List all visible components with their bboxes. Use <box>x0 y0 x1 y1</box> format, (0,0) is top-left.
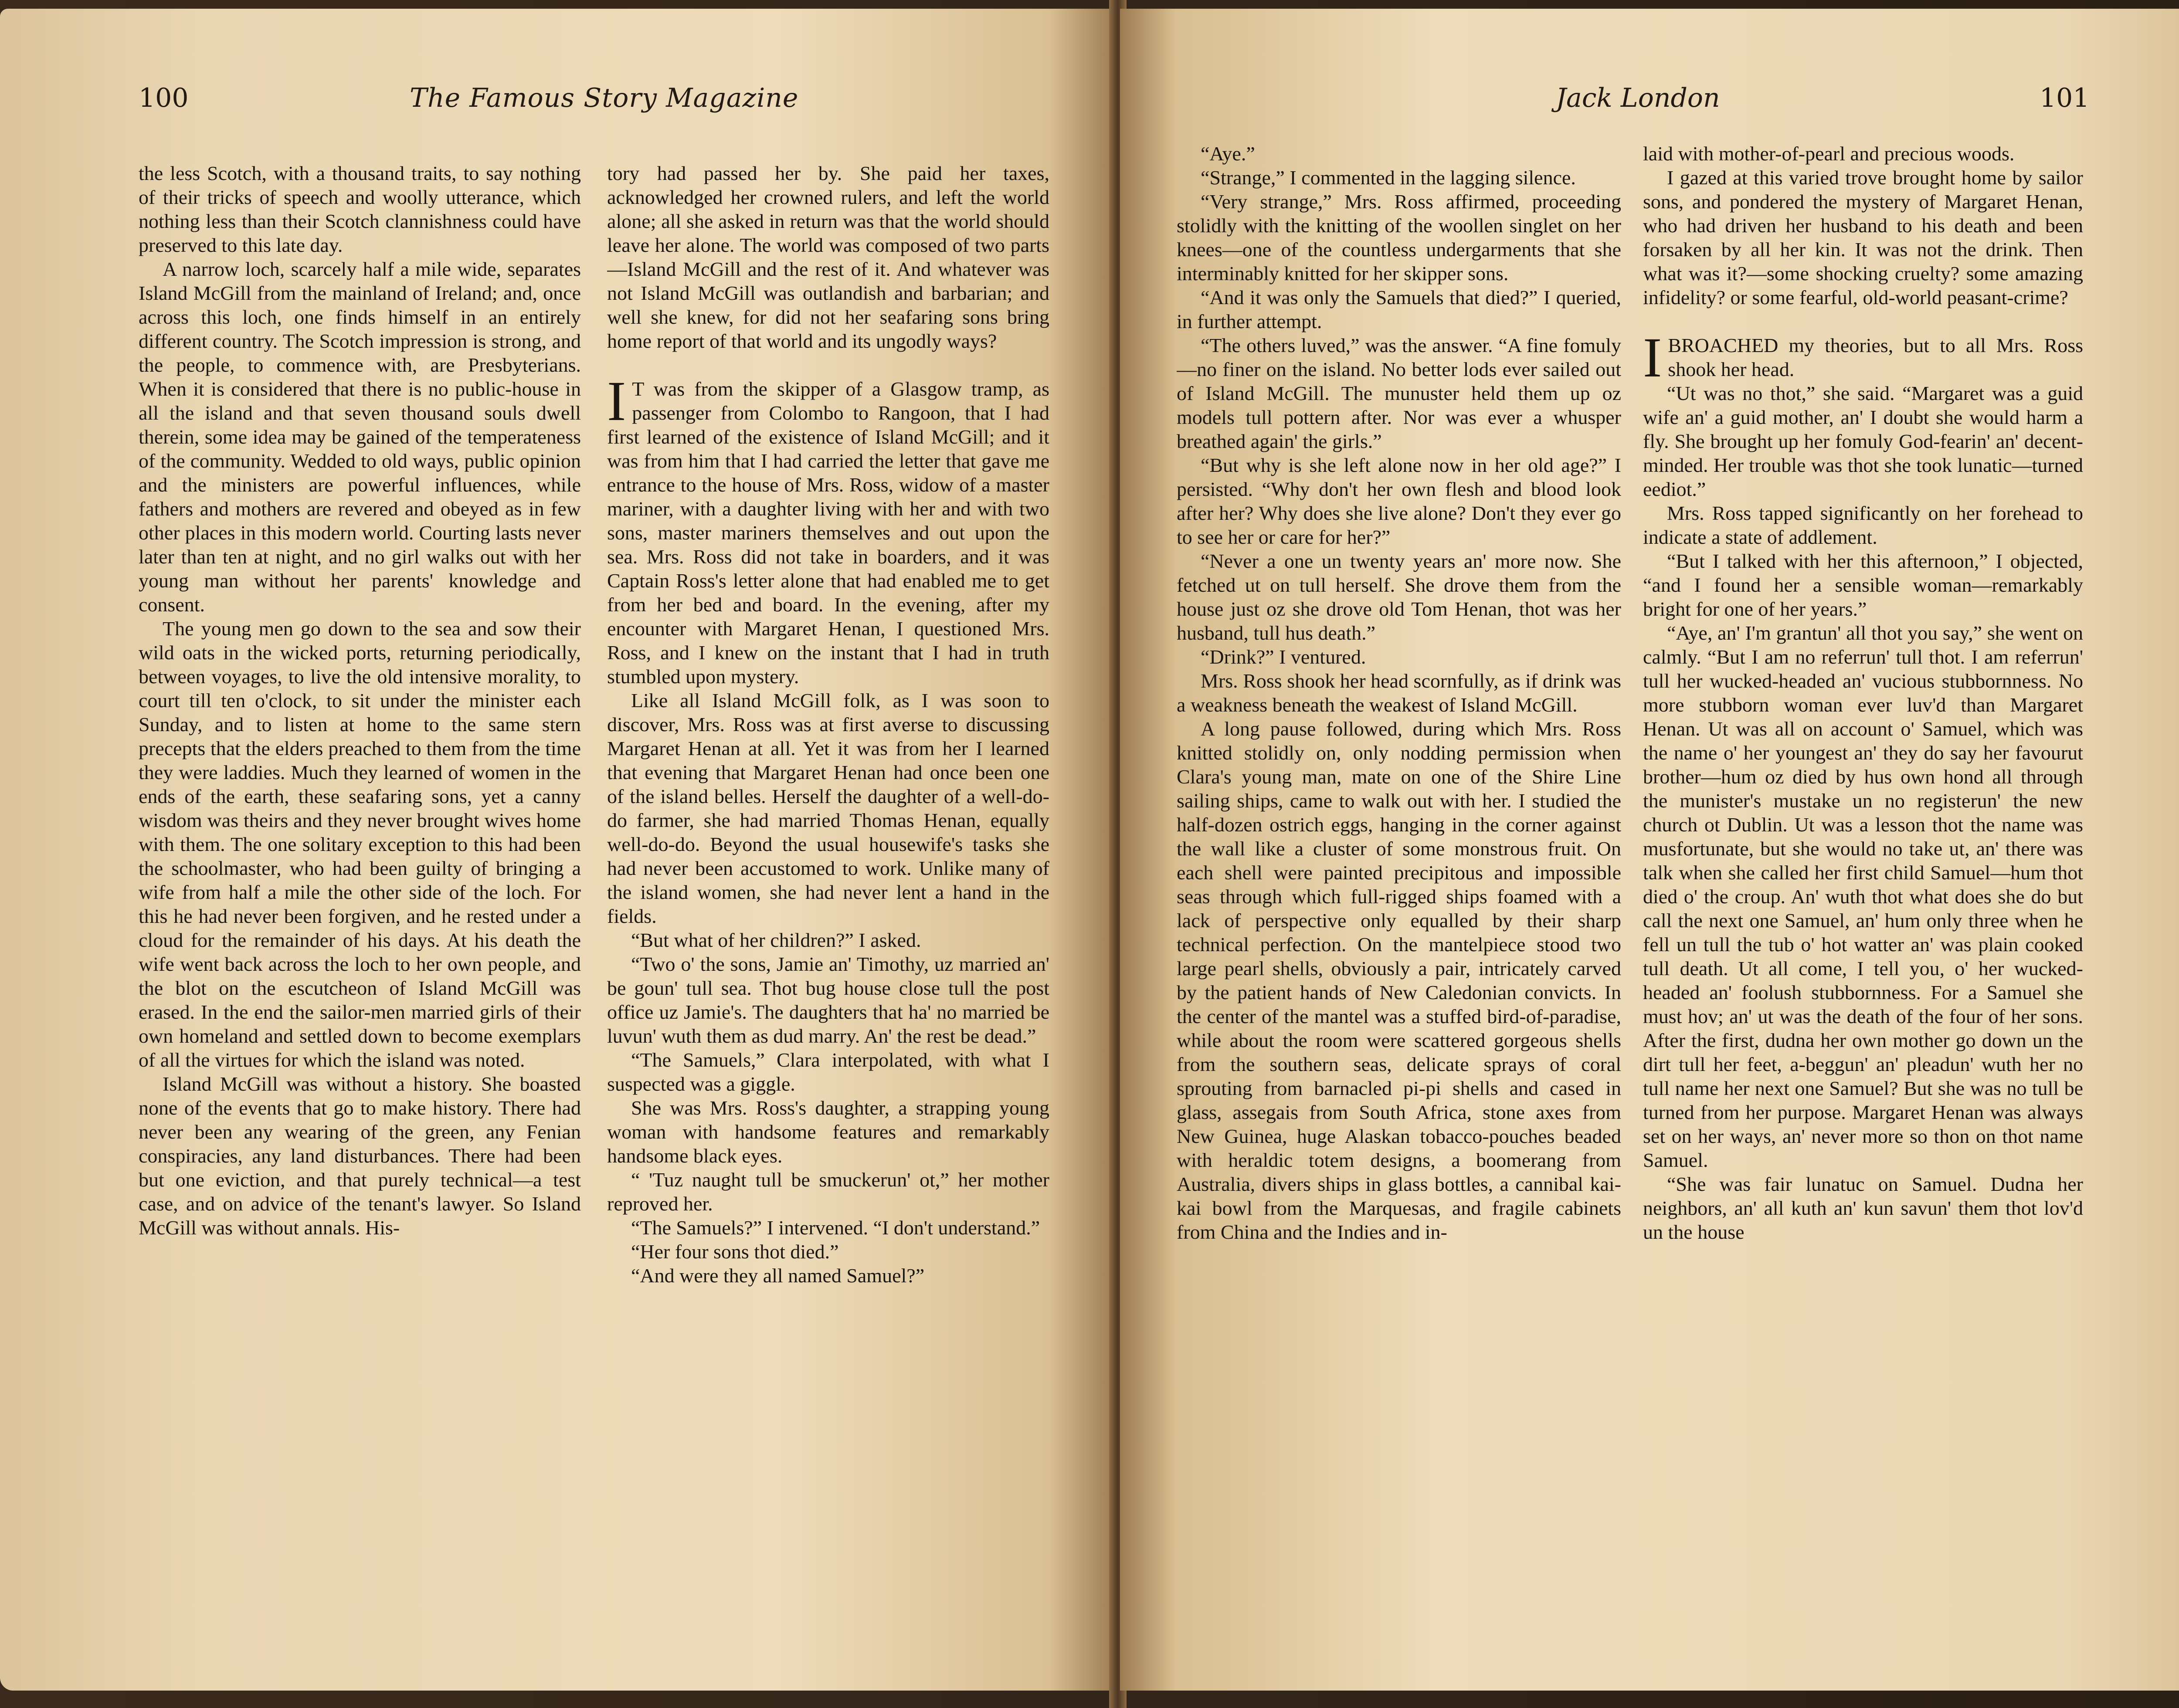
left-column-1 <box>139 161 581 1656</box>
paragraph: “The others luved,” was the answer. “A fine fomuly—no finer on the island. No better lods ever sailed out of Island McGill. The munuster held them up oz models tull pottern after. Nor was ever a whusper breathed again' the girls.” <box>1177 334 1621 452</box>
left-column-2 <box>607 161 1049 1656</box>
section-opening-paragraph <box>607 370 1049 688</box>
paragraph: “Her four sons thot died.” <box>631 1240 839 1263</box>
paragraph: A long pause followed, during which Mrs. Ross knitted stolidly on, only nodding permission when Clara's young man, mate on one of the Shire Line sailing ships, came to walk out with her. I studied the half-dozen ostrich eggs, hanging in the corner against the wall like a cluster of some monstrous fruit. On each shell were painted precipitous and impossible seas through which full-rigged ships foamed with a lack of perspective only equalled by their sharp technical perfection. On the mantelpiece stood two large pearl shells, obviously a pair, intricately carved by the patient hands of New Caledonian convicts. In the center of the mantel was a stuffed bird-of-paradise, while about the room were scattered gorgeous shells from the southern seas, delicate sprays of coral sprouting from barnacled pi-pi shells and cased in glass, assegais from South Africa, stone axes from New Guinea, huge Alaskan tobacco-pouches beaded with heraldic totem designs, a boomerang from Australia, divers ships in glass bottles, a cannibal kai-kai bowl from the Marquesas, and fragile cabinets from China and the Indies and in- <box>1177 718 1621 1243</box>
paragraph: Mrs. Ross tapped significantly on her forehead to indicate a state of addlement. <box>1643 502 2083 548</box>
paragraph: “And it was only the Samuels that died?” I queried, in further attempt. <box>1177 286 1621 332</box>
right-column-1 <box>1177 142 1621 1636</box>
paragraph: “The Samuels?” I intervened. “I don't understand.” <box>631 1217 1040 1239</box>
paragraph: “Aye.” <box>1201 142 1255 165</box>
paragraph: “Never a one un twenty years an' more now. She fetched ut on tull herself. She drove them from the house just oz she drove old Tom Henan, thot was her husband, tull hus death.” <box>1177 550 1621 644</box>
paragraph: “And were they all named Samuel?” <box>631 1264 925 1287</box>
right-column-2 <box>1643 142 2083 1636</box>
paragraph: “ 'Tuz naught tull be smuckerun' ot,” her mother reproved her. <box>607 1169 1049 1215</box>
paragraph: “Ut was no thot,” she said. “Margaret was a guid wife an' a guid mother, an' I doubt she would harm a fly. She brought up her fomuly God-fearin' an' decent-minded. Her trouble was thot she took lunatic—turned eediot.” <box>1643 382 2083 500</box>
paragraph: “She was fair lunatuc on Samuel. Dudna her neighbors, an' all kuth an' kun savun' them thot lov'd un the house <box>1643 1173 2083 1243</box>
running-title-right: Jack London <box>1556 83 1720 113</box>
section-opening-paragraph <box>1643 326 2083 389</box>
left-page <box>0 9 1116 1691</box>
paragraph: Like all Island McGill folk, as I was soon to discover, Mrs. Ross was at first averse to discussing Margaret Henan at all. Yet it was from her I learned that evening that Margaret Henan had once been one of the island belles. Herself the daughter of a well-do-do farmer, she had married Thomas Henan, equally well-do-do. Beyond the usual housewife's tasks she had never been accustomed to work. Unlike many of the island women, she had never lent a hand in the fields. <box>607 689 1049 927</box>
paragraph: A narrow loch, scarcely half a mile wide, separates Island McGill from the mainland of Ireland; and, once across this loch, one finds himself in an entirely different country. The Scotch impression is strong, and the people, to commence with, are Presbyterians. When it is considered that there is no public-house in all the island and that seven thousand souls dwell therein, some idea may be gained of the temperateness of the community. Wedded to old ways, public opinion and the ministers are powerful influences, while fathers and mothers are revered and obeyed as in few other places in this modern world. Courting lasts never later than ten at night, and no girl walks out with her young man without her parents' knowledge and consent. <box>139 258 581 616</box>
paragraph-text: BROACHED my theories, but to all Mrs. Ross shook her head. <box>1668 334 2083 380</box>
paragraph: tory had passed her by. She paid her taxes, acknowledged her crowned rulers, and left the world alone; all she asked in return was that the world should leave her alone. The world was composed of two parts—Island McGill and the rest of it. And whatever was not Island McGill was outlandish and barbarian; and well she knew, for did not her seafaring sons bring home report of that world and its ungodly ways? <box>607 162 1049 352</box>
paragraph: Mrs. Ross shook her head scornfully, as if drink was a weakness beneath the weakest of Island McGill. <box>1177 670 1621 716</box>
drop-cap: I <box>1643 326 1662 389</box>
page-number-right: 101 <box>2040 83 2090 113</box>
paragraph: “The Samuels,” Clara interpolated, with what I suspected was a giggle. <box>607 1049 1049 1095</box>
page-number-left: 100 <box>139 83 189 113</box>
paragraph: The young men go down to the sea and sow their wild oats in the wicked ports, returning periodically, between voyages, to live the old intensive morality, to court till ten o'clock, to sit under the minister each Sunday, and to listen at home to the same stern precepts that the elders preached to them from the time they were laddies. Much they learned of women in the ends of the earth, these seafaring sons, yet a canny wisdom was theirs and they never brought wives home with them. The one solitary exception to this had been the schoolmaster, who had been guilty of bringing a wife from half a mile the other side of the loch. For this he had never been forgiven, and he rested under a cloud for the remainder of his days. At his death the wife went back across the loch to her own people, and the blot on the escutcheon of Island McGill was erased. In the end the sailor-men married girls of their own homeland and settled down to become exemplars of all the virtues for which the island was noted. <box>139 617 581 1071</box>
paragraph: the less Scotch, with a thousand traits, to say nothing of their tricks of speech and woolly utterance, which nothing less than their Scotch clannishness could have preserved to this late day. <box>139 162 581 256</box>
paragraph: Island McGill was without a history. She boasted none of the events that go to make history. There had never been any wearing of the green, any Fenian conspiracies, any land disturbances. There had been but one eviction, and that purely technical—a test case, and on advice of the tenant's lawyer. So Island McGill was without annals. His- <box>139 1073 581 1239</box>
paragraph: “Drink?” I ventured. <box>1201 646 1366 668</box>
paragraph: “Strange,” I commented in the lagging silence. <box>1201 166 1576 189</box>
paragraph: I gazed at this varied trove brought home by sailor sons, and pondered the mystery of Margaret Henan, who had driven her husband to his death and been forsaken by all her kin. It was not the drink. Then what was it?—some shocking cruelty? some amazing infidelity? or some fearful, old-world peasant-crime? <box>1643 166 2083 308</box>
paragraph: “But why is she left alone now in her old age?” I persisted. “Why don't her own flesh and blood look after her? Why does she live alone? Don't they ever go to see her or care for her?” <box>1177 454 1621 548</box>
paragraph: “Two o' the sons, Jamie an' Timothy, uz married an' be goun' tull sea. Thot bug house close tull the post office uz Jamie's. The daughters that ha' no married be luvun' wuth them as dud marry. An' the rest be dead.” <box>607 953 1049 1047</box>
paragraph: She was Mrs. Ross's daughter, a strapping young woman with handsome features and remarkably handsome black eyes. <box>607 1097 1049 1167</box>
right-page <box>1120 9 2179 1691</box>
paragraph: “Very strange,” Mrs. Ross affirmed, proceeding stolidly with the knitting of the woollen singlet on her knees—one of the countless undergarments that she interminably knitted for her skipper sons. <box>1177 190 1621 285</box>
paragraph: laid with mother-of-pearl and precious woods. <box>1643 142 2015 165</box>
drop-cap: I <box>607 370 626 433</box>
paragraph: “But I talked with her this afternoon,” I objected, “and I found her a sensible woman—remarkably bright for one of her years.” <box>1643 550 2083 620</box>
running-title-left: The Famous Story Magazine <box>410 83 799 113</box>
paragraph: “But what of her children?” I asked. <box>631 929 921 951</box>
paragraph-text: T was from the skipper of a Glasgow tramp, as passenger from Colombo to Rangoon, that I had first learned of the existence of Island McGill; and it was from him that I had carried the letter that gave me entrance to the house of Mrs. Ross, widow of a master mariner, with a daughter living with her and with two sons, master mariners themselves and out upon the sea. Mrs. Ross did not take in boarders, and it was Captain Ross's letter alone that had enabled me to get from her bed and board. In the evening, after my encounter with Margaret Henan, I questioned Mrs. Ross, and I knew on the instant that I had in truth stumbled upon mystery. <box>607 378 1049 688</box>
paragraph: “Aye, an' I'm grantun' all thot you say,” she went on calmly. “But I am no referrun' tull thot. I am referrun' tull her wucked-headed an' vucious stubbornness. No more stubborn woman ever luv'd than Margaret Henan. Ut was all on account o' Samuel, which was the name o' her youngest an' they do say her favourut brother—hum oz died by hus own hond all through the munister's mustake un no registerun' the new church ot Dublin. Ut was a lesson thot the name was musfortunate, but she would no take ut, an' there was talk when she called her first child Samuel—hum thot died o' the croup. An' wuth thot what does she do but call the next one Samuel, an' hum only three when he fell un tull the tub o' hot watter an' was plain cooked tull death. Ut all come, I tell you, o' her wucked-headed an' foolush stubbornness. For a Samuel she must hov; an' ut was the death of the four of her sons. After the first, dudna her own mother go down un the dirt tull her feet, a-beggun' an' pleadun' wuth her no tull name her next one Samuel? But she was no tull be turned from her purpose. Margaret Henan was always set on her ways, an' never more so thon on thot name Samuel. <box>1643 622 2083 1171</box>
